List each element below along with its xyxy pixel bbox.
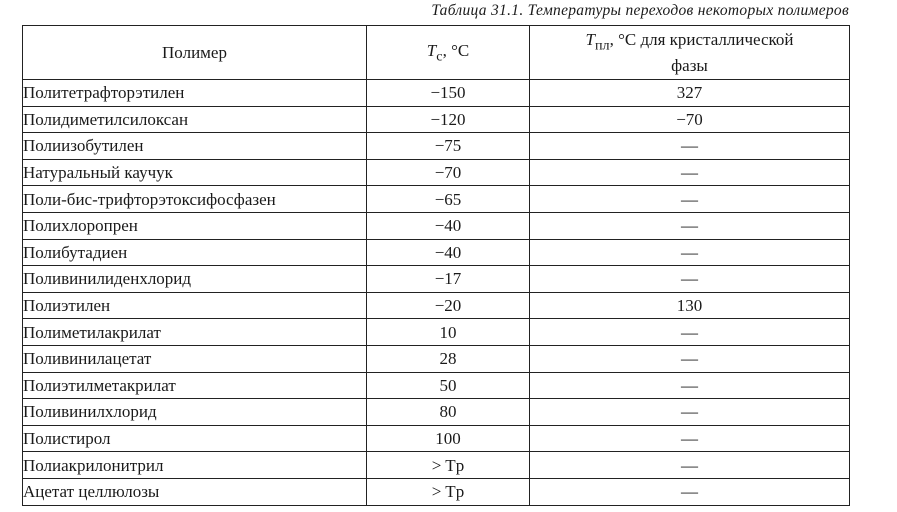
polymer-name: Полиизобутилен bbox=[23, 133, 367, 160]
table-row bbox=[23, 159, 850, 186]
glass-temperature: −40 bbox=[367, 212, 530, 239]
tc-symbol: T bbox=[426, 40, 437, 60]
melting-temperature: — bbox=[530, 399, 850, 426]
polymer-name: Полиметилакрилат bbox=[23, 319, 367, 346]
glass-temperature: −40 bbox=[367, 239, 530, 266]
table-row bbox=[23, 478, 850, 505]
polymer-name: Полиакрилонитрил bbox=[23, 452, 367, 479]
melting-temperature: 130 bbox=[530, 292, 850, 319]
polymer-name: Поливинилхлорид bbox=[23, 399, 367, 426]
tc-subscript: с bbox=[436, 48, 443, 65]
melting-temperature: — bbox=[530, 186, 850, 213]
glass-temperature: > Tр bbox=[367, 478, 530, 505]
melting-temperature: — bbox=[530, 266, 850, 293]
polymer-name: Полидиметилсилоксан bbox=[23, 106, 367, 133]
polymer-transition-table bbox=[22, 25, 850, 506]
table-row bbox=[23, 239, 850, 266]
glass-temperature: −75 bbox=[367, 133, 530, 160]
glass-temperature: −17 bbox=[367, 266, 530, 293]
glass-temperature: −120 bbox=[367, 106, 530, 133]
tm-symbol: T bbox=[585, 29, 595, 49]
tm-line1: , °С для кристаллической bbox=[609, 29, 794, 49]
table-row bbox=[23, 399, 850, 426]
melting-temperature: −70 bbox=[530, 106, 850, 133]
glass-temperature: 28 bbox=[367, 345, 530, 372]
glass-temperature: 50 bbox=[367, 372, 530, 399]
header-glass-temperature bbox=[367, 26, 530, 80]
glass-temperature: > Tр bbox=[367, 452, 530, 479]
table-caption: Таблица 31.1. Температуры переходов некоторых полимеров bbox=[431, 2, 849, 19]
glass-temperature: −150 bbox=[367, 80, 530, 107]
table-row bbox=[23, 292, 850, 319]
table-row bbox=[23, 212, 850, 239]
tm-line2: фазы bbox=[671, 55, 708, 75]
table-row bbox=[23, 319, 850, 346]
melting-temperature: — bbox=[530, 345, 850, 372]
glass-temperature: 100 bbox=[367, 425, 530, 452]
polymer-name: Полихлоропрен bbox=[23, 212, 367, 239]
melting-temperature: — bbox=[530, 425, 850, 452]
table-row bbox=[23, 452, 850, 479]
table-row bbox=[23, 425, 850, 452]
polymer-name: Полистирол bbox=[23, 425, 367, 452]
table-row bbox=[23, 133, 850, 160]
table-row bbox=[23, 266, 850, 293]
polymer-name: Поливинилацетат bbox=[23, 345, 367, 372]
melting-temperature: — bbox=[530, 478, 850, 505]
polymer-name: Полиэтилметакрилат bbox=[23, 372, 367, 399]
polymer-name: Политетрафторэтилен bbox=[23, 80, 367, 107]
glass-temperature: 10 bbox=[367, 319, 530, 346]
polymer-name: Натуральный каучук bbox=[23, 159, 367, 186]
header-row bbox=[23, 26, 850, 80]
glass-temperature: −20 bbox=[367, 292, 530, 319]
polymer-name: Ацетат целлюлозы bbox=[23, 478, 367, 505]
melting-temperature: — bbox=[530, 319, 850, 346]
table-row bbox=[23, 80, 850, 107]
melting-temperature: 327 bbox=[530, 80, 850, 107]
glass-temperature: 80 bbox=[367, 399, 530, 426]
tc-unit: , °С bbox=[442, 40, 470, 60]
melting-temperature: — bbox=[530, 452, 850, 479]
header-polymer: Полимер bbox=[23, 26, 367, 80]
table-row bbox=[23, 372, 850, 399]
tm-subscript: пл bbox=[594, 37, 610, 54]
melting-temperature: — bbox=[530, 212, 850, 239]
melting-temperature: — bbox=[530, 372, 850, 399]
polymer-name: Полиэтилен bbox=[23, 292, 367, 319]
table-row bbox=[23, 186, 850, 213]
melting-temperature: — bbox=[530, 239, 850, 266]
glass-temperature: −70 bbox=[367, 159, 530, 186]
glass-temperature: −65 bbox=[367, 186, 530, 213]
melting-temperature: — bbox=[530, 159, 850, 186]
melting-temperature: — bbox=[530, 133, 850, 160]
polymer-name: Полибутадиен bbox=[23, 239, 367, 266]
table-body bbox=[23, 80, 850, 506]
header-melting-temperature bbox=[530, 26, 850, 80]
polymer-name: Поливинилиденхлорид bbox=[23, 266, 367, 293]
table-row bbox=[23, 106, 850, 133]
polymer-name: Поли-бис-трифторэтоксифосфазен bbox=[23, 186, 367, 213]
table-row bbox=[23, 345, 850, 372]
